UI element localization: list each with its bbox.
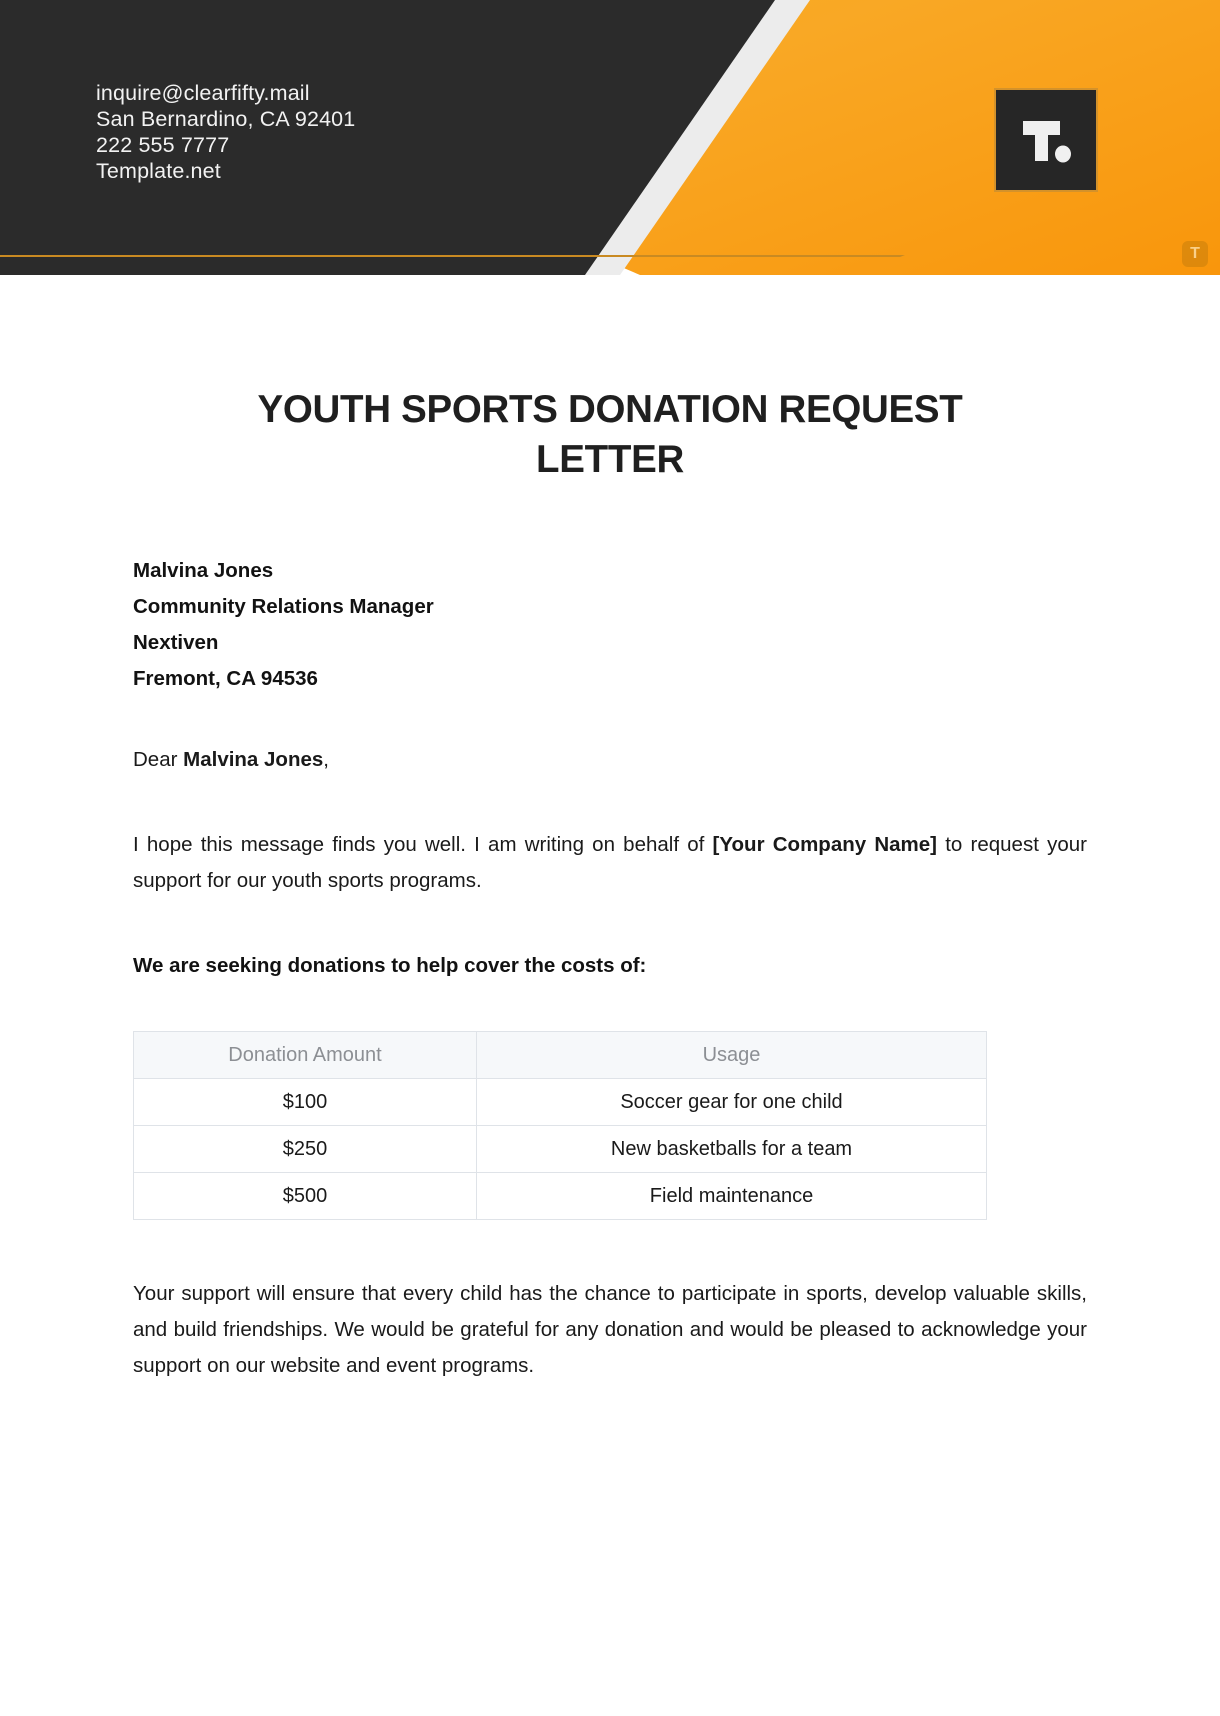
cell-usage: Soccer gear for one child	[477, 1079, 987, 1126]
recipient-location: Fremont, CA 94536	[133, 667, 318, 690]
page-title: YOUTH SPORTS DONATION REQUEST LETTER	[257, 388, 963, 481]
recipient-company: Nextiven	[133, 631, 219, 654]
contact-phone: 222 555 7777	[96, 133, 230, 157]
cell-usage: Field maintenance	[477, 1173, 987, 1220]
table-row	[134, 1173, 987, 1220]
cell-donation-amount: $100	[134, 1079, 477, 1126]
salutation-suffix: ,	[323, 748, 329, 771]
contact-address: San Bernardino, CA 92401	[96, 107, 356, 131]
table-row	[134, 1126, 987, 1173]
recipient-block	[133, 553, 1087, 697]
template-watermark-badge: T	[1182, 241, 1208, 267]
column-header-donation-amount: Donation Amount	[134, 1032, 477, 1079]
brand-logo	[994, 88, 1098, 192]
cell-donation-amount: $500	[134, 1173, 477, 1220]
contact-website: Template.net	[96, 159, 221, 183]
header-accent-line	[0, 255, 905, 257]
salutation-prefix: Dear	[133, 748, 184, 771]
contact-block	[96, 80, 355, 184]
recipient-job-title: Community Relations Manager	[133, 595, 434, 618]
intro-part-2: to request your support for our youth sports programs.	[133, 833, 1087, 892]
intro-part-1: I hope this message finds you well. I am writing on behalf of	[133, 833, 713, 856]
document-body	[0, 275, 1220, 1384]
table-header-row	[134, 1032, 987, 1079]
column-header-usage: Usage	[477, 1032, 987, 1079]
letterhead-header	[0, 0, 1220, 275]
intro-paragraph	[133, 827, 1087, 899]
donation-subheading: We are seeking donations to help cover the costs of:	[133, 954, 647, 977]
contact-email: inquire@clearfifty.mail	[96, 81, 310, 105]
cell-donation-amount: $250	[134, 1126, 477, 1173]
cell-usage: New basketballs for a team	[477, 1126, 987, 1173]
salutation-name: Malvina Jones	[183, 748, 324, 771]
company-name-placeholder: [Your Company Name]	[712, 833, 938, 856]
donation-table	[133, 1031, 987, 1220]
logo-t-dot-icon	[1015, 109, 1077, 171]
recipient-name: Malvina Jones	[133, 559, 274, 582]
closing-paragraph: Your support will ensure that every child has the chance to participate in sports, develop valuable skills, and build friendships. We would be grateful for any donation and would be pleased to acknowledge your support on our website and event programs.	[133, 1282, 1087, 1377]
salutation	[133, 745, 1087, 775]
table-row	[134, 1079, 987, 1126]
